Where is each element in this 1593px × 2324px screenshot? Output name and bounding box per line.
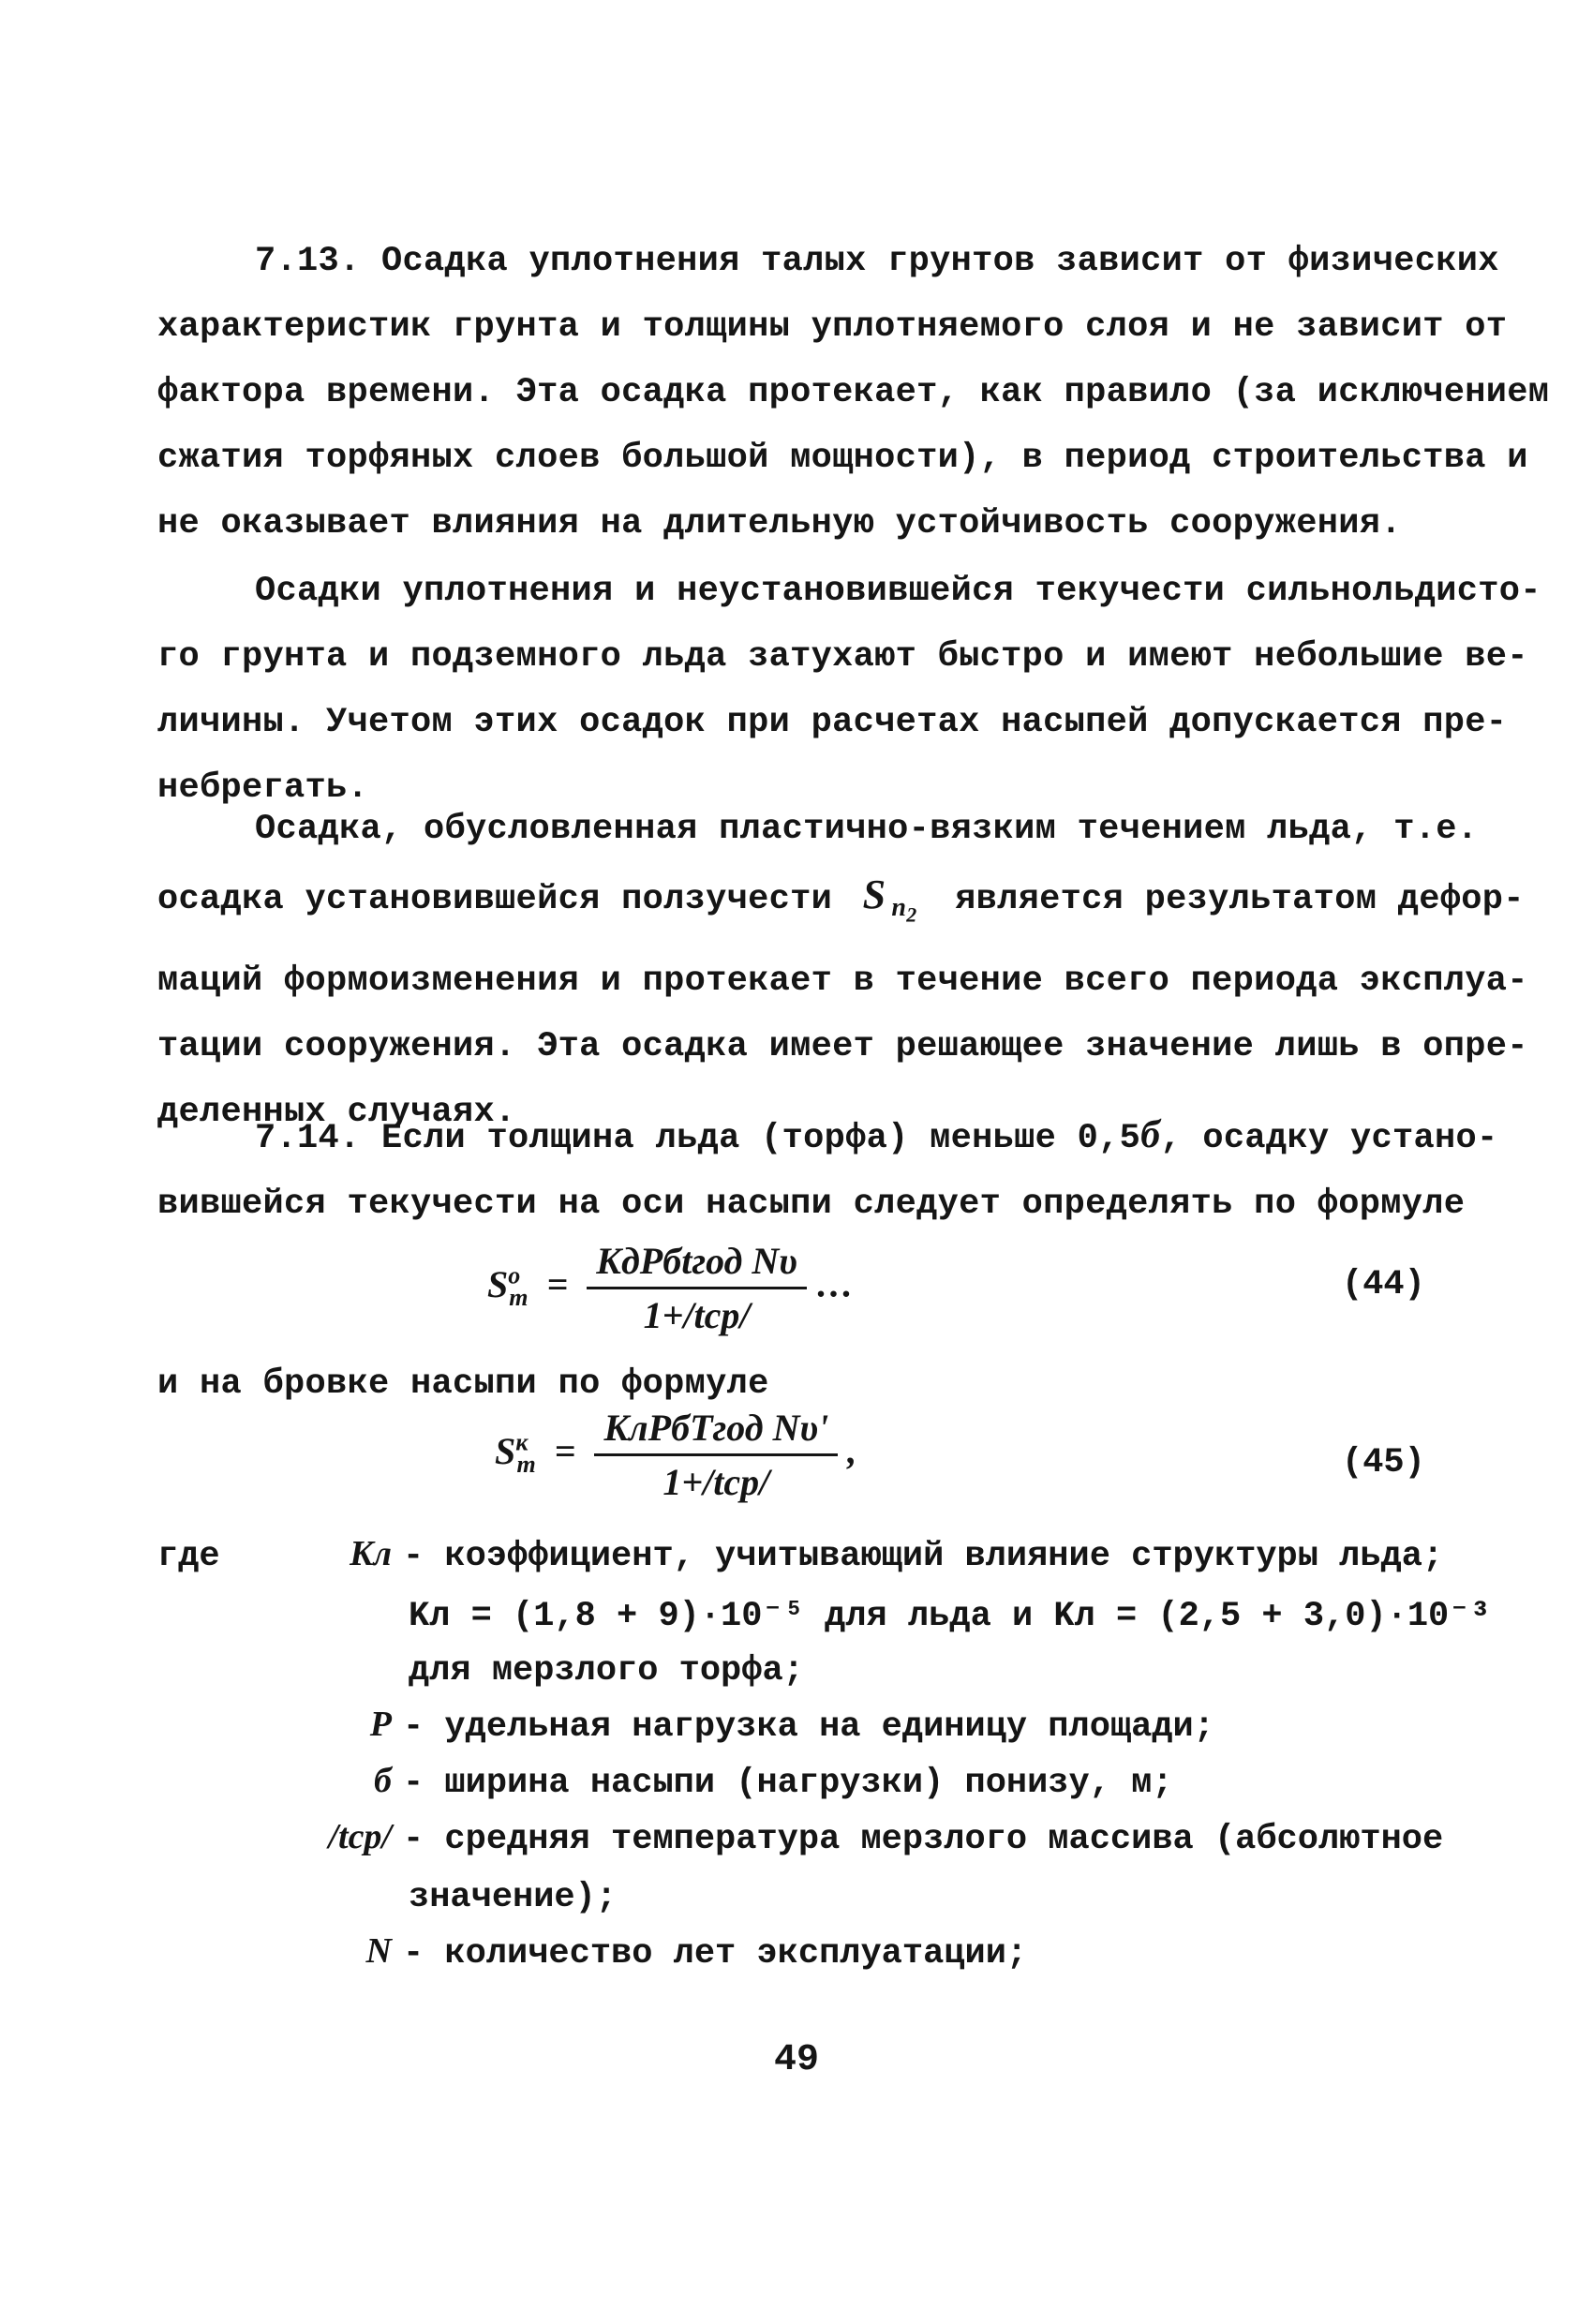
formula-symbol: S <box>495 1429 516 1472</box>
equation-number-44: (44) <box>1342 1265 1425 1304</box>
formula-numerator: KдPбtгод Nυ <box>587 1239 807 1289</box>
formula-fraction <box>587 1239 807 1337</box>
def-symbol: N <box>365 1931 392 1971</box>
paragraph-creep-settlement <box>157 797 1528 1145</box>
formula-subscript: т <box>509 1283 529 1311</box>
def-text: Kл = (1,8 + 9)·10⁻⁵ для льда и Kл = (2,5 + 3,0)·10⁻³ <box>409 1597 1491 1636</box>
text-fragment: 7.14. Если толщина льда (торфа) меньше 0,5 <box>255 1119 1141 1158</box>
paragraph-7-14 <box>157 1102 1498 1237</box>
def-text: для мерзлого торфа; <box>409 1651 804 1691</box>
text-line: маций формоизменения и протекает в течение всего периода эксплуа- <box>157 961 1528 1001</box>
formula-numerator: KлPбTгод Nυ' <box>594 1406 838 1456</box>
text-line: характеристик грунта и толщины уплотняемого слоя и не зависит от <box>157 307 1508 347</box>
formula-45 <box>495 1406 856 1504</box>
formula-denominator: 1+/tср/ <box>643 1294 751 1336</box>
equation-number-45: (45) <box>1342 1443 1425 1482</box>
text-line: Осадки уплотнения и неустановившейся текучести сильнольдисто- <box>255 572 1541 611</box>
symbol-b: б <box>1140 1113 1161 1156</box>
formula-equals: = <box>554 1429 576 1472</box>
symbol-subscript-n: n <box>891 893 907 923</box>
formula-symbol: S <box>487 1262 509 1305</box>
text-line: вившейся текучести на оси насыпи следует определять по формуле <box>157 1184 1466 1224</box>
def-text: значение); <box>409 1878 618 1917</box>
text-line: Осадка, обусловленная пластично-вязким течением льда, т.е. <box>255 810 1479 849</box>
def-symbol: Kл <box>350 1534 392 1573</box>
formula-fraction <box>594 1406 838 1504</box>
symbol-s: S <box>862 872 886 917</box>
def-symbol: /tср/ <box>328 1817 392 1856</box>
text-line: личины. Учетом этих осадок при расчетах насыпей допускается пре- <box>157 703 1508 742</box>
def-symbol: P <box>369 1705 392 1744</box>
paragraph-7-13 <box>157 229 1550 557</box>
text-fragment: осадка установившейся ползучести <box>157 880 833 919</box>
def-text: - удельная нагрузка на единицу площади; <box>403 1707 1214 1747</box>
text-line: и на бровке насыпи по формуле <box>157 1364 769 1404</box>
text-line: небрегать. <box>157 768 369 808</box>
text-line: 7.13. Осадка уплотнения талых грунтов зависит от физических <box>255 242 1499 281</box>
def-text: - коэффициент, учитывающий влияние структуры льда; <box>403 1537 1444 1576</box>
text-line <box>157 862 1525 948</box>
formula-denominator: 1+/tср/ <box>663 1461 770 1503</box>
formula-lhs <box>495 1428 545 1478</box>
where-label: где <box>157 1537 220 1576</box>
formula-equals: = <box>546 1262 569 1305</box>
def-text: - ширина насыпи (нагрузки) понизу, м; <box>403 1764 1173 1803</box>
formula-subscript: т <box>516 1450 536 1478</box>
formula-superscript: о <box>508 1261 521 1289</box>
text-fragment: , осадку устано- <box>1160 1119 1498 1158</box>
paragraph-settlement-compaction <box>157 559 1541 821</box>
formula-tail: , <box>847 1429 857 1472</box>
text-line: тации сооружения. Эта осадка имеет решающее значение лишь в опре- <box>157 1026 1528 1066</box>
formula-44 <box>487 1239 854 1337</box>
text-line: фактора времени. Эта осадка протекает, как правило (за исключением <box>157 373 1550 412</box>
text-line <box>157 1102 1498 1171</box>
page-number: 49 <box>773 2039 819 2081</box>
def-text: - количество лет эксплуатации; <box>403 1934 1028 1974</box>
text-line: го грунта и подземного льда затухают быстро и имеют небольшие ве- <box>157 637 1528 677</box>
text-fragment: является результатом дефор- <box>955 880 1525 919</box>
formula-lhs <box>487 1261 537 1311</box>
def-symbol: б <box>374 1761 392 1800</box>
formula-superscript: к <box>515 1428 529 1456</box>
text-line: деленных случаях. <box>157 1092 516 1132</box>
def-text: - средняя температура мерзлого массива (абсолютное <box>403 1820 1444 1859</box>
text-line: сжатия торфяных слоев большой мощности), в период строительства и <box>157 439 1528 478</box>
text-line: не оказывает влияния на длительную устойчивость сооружения. <box>157 504 1402 544</box>
formula-tail: … <box>815 1262 854 1305</box>
symbol-subscript-2: 2 <box>906 902 917 927</box>
